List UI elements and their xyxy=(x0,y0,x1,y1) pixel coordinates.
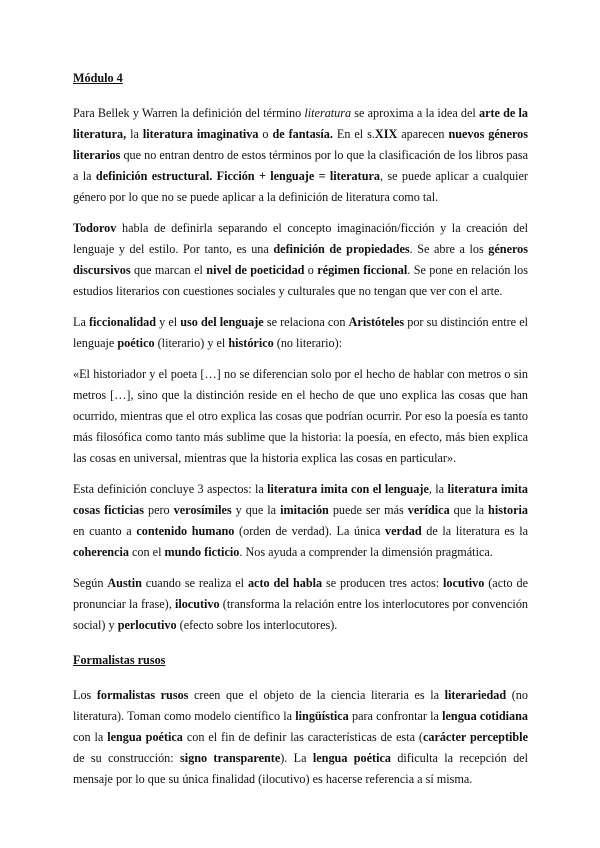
text-run: ). La xyxy=(280,751,313,765)
bold-term: imitación xyxy=(280,503,329,517)
text-run: . Se pone en relación los estudios literarios con cuestiones sociales y culturales que no tengan que ver con el arte. xyxy=(73,263,528,298)
text-run: que marcan el xyxy=(130,263,207,277)
text-run: habla de definirla separando el concepto imaginación/ficción y la creación del lenguaje y del estilo. Por tanto, es una xyxy=(73,221,528,256)
bold-term: literatura imita con el lenguaje xyxy=(267,482,429,496)
text-run: por su distinción entre el lenguaje xyxy=(73,315,529,350)
text-run: con el xyxy=(128,545,165,559)
text-run: (transforma la relación entre los interlocutores por convención social) y xyxy=(73,597,529,632)
module-title: Módulo 4 xyxy=(73,71,123,85)
bold-term: nivel de poeticidad xyxy=(206,263,305,277)
text-run: se relaciona con xyxy=(263,315,349,329)
bold-term: verosímiles xyxy=(173,503,232,517)
bold-term: XIX xyxy=(374,127,398,141)
text-run: dificulta la recepción del mensaje por lo que su única finalidad (ilocutivo) es hacerse referencia a sí misma. xyxy=(73,751,528,786)
text-run: pero xyxy=(144,503,174,517)
text-run: y que la xyxy=(231,503,281,517)
paragraph-austin xyxy=(73,573,528,636)
text-run: , la xyxy=(428,482,448,496)
text-run: Para Bellek y Warren la definición del término xyxy=(73,106,305,120)
paragraph-aristoteles xyxy=(73,312,528,354)
bold-term: mundo ficticio xyxy=(164,545,240,559)
bold-term: locutivo xyxy=(443,576,485,590)
bold-term: régimen ficcional xyxy=(317,263,408,277)
bold-term: perlocutivo xyxy=(117,618,177,632)
text-run: o xyxy=(304,263,318,277)
bold-term: literatura imaginativa xyxy=(142,127,259,141)
bold-term: de fantasía. xyxy=(272,127,333,141)
section-title-formalistas: Formalistas rusos xyxy=(73,653,166,667)
text-run: . Nos ayuda a comprender la dimensión pragmática. xyxy=(239,545,493,559)
text-run: aparecen xyxy=(397,127,449,141)
bold-term: ilocutivo xyxy=(174,597,220,611)
bold-term: formalistas rusos xyxy=(96,688,189,702)
text-run: (orden de verdad). La única xyxy=(234,524,386,538)
text-run: o xyxy=(258,127,273,141)
bold-term: lengua cotidiana xyxy=(442,709,528,723)
text-run: , se puede aplicar a cualquier género por lo que no se puede aplicar a la definición de literatura como tal. xyxy=(73,169,528,204)
bold-term: arte de la literatura, xyxy=(73,106,529,141)
paragraph-definicion-literatura xyxy=(73,103,528,208)
bold-term: literariedad xyxy=(444,688,507,702)
bold-term: uso del lenguaje xyxy=(180,315,264,329)
bold-term: Austin xyxy=(107,576,142,590)
text-run: de su construcción: xyxy=(73,751,180,765)
bold-term: nuevos géneros literarios xyxy=(73,127,529,162)
text-run: En el s. xyxy=(332,127,375,141)
bold-term: carácter perceptible xyxy=(423,730,528,744)
text-run: (no literario): xyxy=(273,336,343,350)
paragraph-tres-aspectos xyxy=(73,479,528,563)
bold-term: contenido humano xyxy=(136,524,235,538)
bold-term: histórico xyxy=(228,336,274,350)
text-run: y el xyxy=(156,315,181,329)
text-run: . Se abre a los xyxy=(409,242,489,256)
paragraph-todorov xyxy=(73,218,528,302)
text-run: se producen tres actos: xyxy=(322,576,444,590)
bold-term: historia xyxy=(488,503,528,517)
text-run: La xyxy=(73,315,89,329)
text-run: que la xyxy=(449,503,489,517)
text-run: cuando se realiza el xyxy=(141,576,248,590)
bold-term: verdad xyxy=(385,524,422,538)
text-run: para confrontar la xyxy=(348,709,443,723)
text-run: Según xyxy=(73,576,108,590)
bold-term: signo transparente xyxy=(180,751,281,765)
text-run: Esta definición concluye 3 aspectos: la xyxy=(73,482,268,496)
text-run: «El historiador y el poeta […] no se diferencian solo por el hecho de hablar con metros o sin metros […], sino que la distinción reside en el hecho de que uno explica las cosas que han ocurrido, mientras que el otro explica las cosas que podrían ocurrir. Por eso la poesía es tanto más filosófica como tanto más sublime que la historia: la poesía, en efecto, más bien explica las cosas en universal, mientras que la historia explica las cosas en particular». xyxy=(73,367,528,465)
text-run: puede ser más xyxy=(328,503,408,517)
bold-term: poético xyxy=(117,336,155,350)
text-run: con la xyxy=(73,730,108,744)
italic-term: literatura xyxy=(304,106,352,120)
bold-term: Todorov xyxy=(73,221,117,235)
bold-term: lengua poética xyxy=(312,751,391,765)
text-run: (efecto sobre los interlocutores). xyxy=(176,618,338,632)
paragraph-formalistas xyxy=(73,685,528,790)
bold-term: Aristóteles xyxy=(348,315,405,329)
bold-term: coherencia xyxy=(73,545,129,559)
text-run: que no entran dentro de estos términos por lo que la clasificación de los libros pasa a la xyxy=(73,148,528,183)
bold-term: lengua poética xyxy=(107,730,183,744)
bold-term: verídica xyxy=(407,503,450,517)
text-run: (acto de pronunciar la frase), xyxy=(73,576,528,611)
bold-term: definición de propiedades xyxy=(273,242,410,256)
text-run: Los xyxy=(73,688,97,702)
text-run: en cuanto a xyxy=(73,524,137,538)
text-run: se aproxima a la idea del xyxy=(351,106,479,120)
text-run: (no literatura). Toman como modelo científico la xyxy=(73,688,528,723)
text-run: de la literatura es la xyxy=(421,524,528,538)
bold-term: acto del habla xyxy=(247,576,323,590)
paragraph-quote xyxy=(73,364,528,469)
text-run: con el fin de definir las características de esta ( xyxy=(182,730,423,744)
bold-term: géneros discursivos xyxy=(73,242,529,277)
text-run: (literario) y el xyxy=(154,336,229,350)
text-run: la xyxy=(126,127,143,141)
bold-term: lingüística xyxy=(295,709,349,723)
bold-term: ficcionalidad xyxy=(88,315,157,329)
text-run: creen que el objeto de la ciencia literaria es la xyxy=(188,688,445,702)
bold-term: literatura imita cosas ficticias xyxy=(73,482,528,517)
bold-term: definición estructural. Ficción + lenguaje = literatura xyxy=(95,169,380,183)
